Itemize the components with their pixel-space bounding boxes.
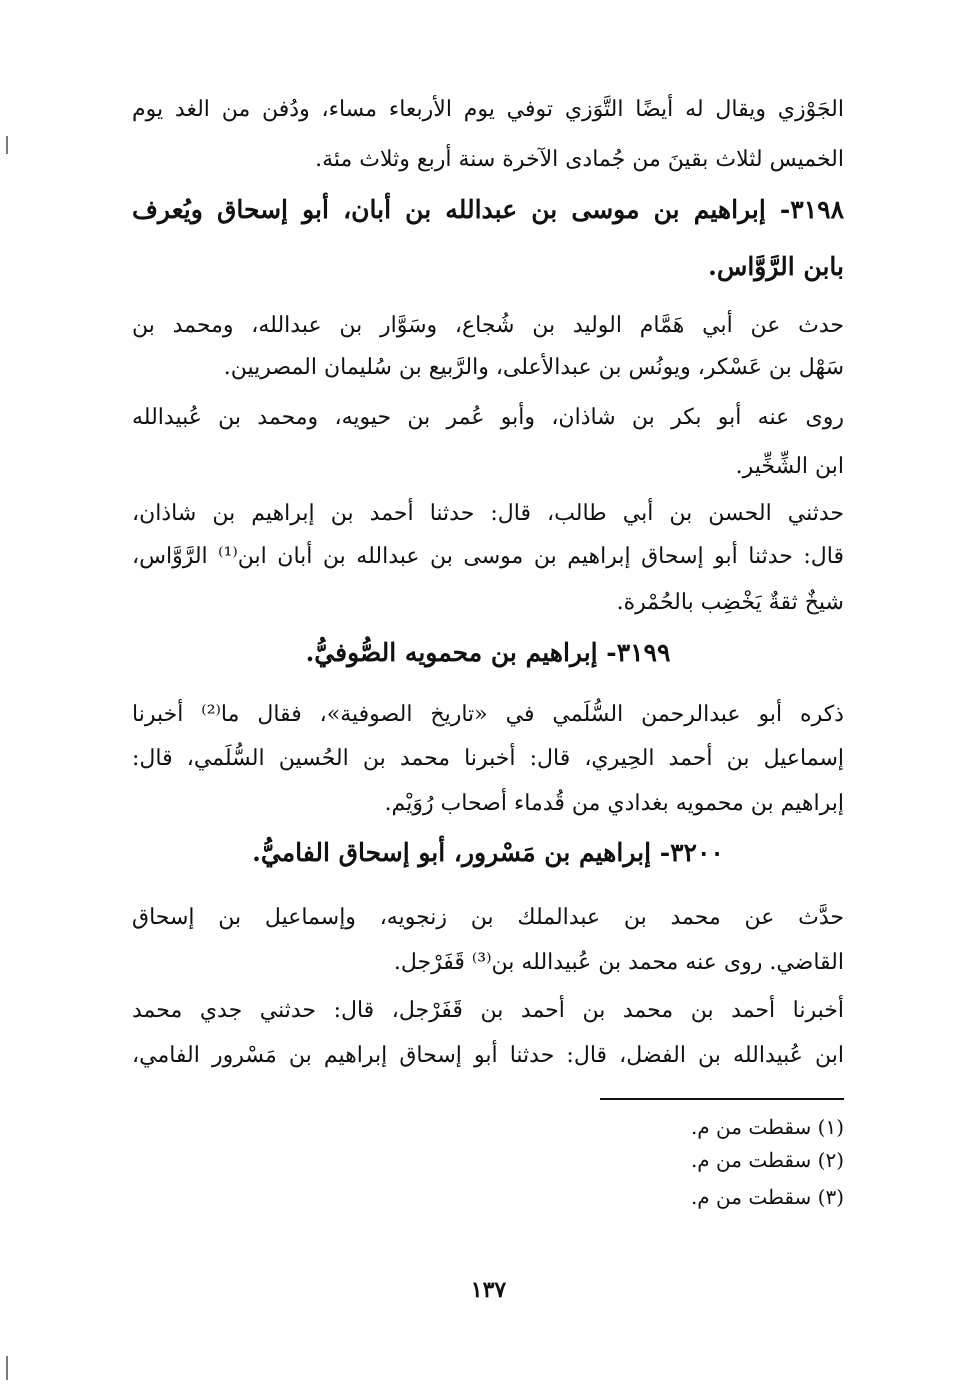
footnote-3: (٣) سقطت من م. bbox=[690, 1185, 844, 1209]
text-line: شيخٌ ثقةٌ يَخْضِب بالحُمْرة. bbox=[616, 590, 844, 615]
scan-margin-mark bbox=[6, 1356, 8, 1380]
footnote-1: (١) سقطت من م. bbox=[690, 1115, 844, 1139]
text-line: أخبرنا أحمد بن محمد بن أحمد بن قَفَرْجل، قال: حدثني جدي محمد bbox=[132, 998, 844, 1023]
text-line: سَهْل بن عَسْكر، ويونُس بن عبدالأعلى، والرَّبيع بن سُليمان المصريين. bbox=[223, 355, 844, 380]
text-line: ذكره أبو عبدالرحمن السُّلَمي في «تاريخ الصوفية»، فقال ما⁽²⁾ أخبرنا bbox=[132, 702, 844, 727]
text-line: إبراهيم بن محمويه بغدادي من قُدماء أصحاب رُوَيْم. bbox=[384, 791, 844, 816]
scan-margin-mark bbox=[6, 136, 8, 154]
text-line: إسماعيل بن أحمد الحِيري، قال: أخبرنا محمد بن الحُسين السُّلَمي، قال: bbox=[132, 746, 844, 771]
text-line: حدثني الحسن بن أبي طالب، قال: حدثنا أحمد بن إبراهيم بن شاذان، bbox=[132, 501, 844, 526]
text-line: الجَوْزي ويقال له أيضًا التَّوَزي توفي يوم الأربعاء مساء، ودُفن من الغد يوم bbox=[132, 97, 844, 122]
text-line: روى عنه أبو بكر بن شاذان، وأبو عُمر بن حيويه، ومحمد بن عُبيدالله bbox=[132, 405, 844, 430]
text-line: حدث عن أبي هَمَّام الوليد بن شُجاع، وسَوَّار بن عبدالله، ومحمد بن bbox=[132, 313, 844, 338]
footnote-2: (٢) سقطت من م. bbox=[690, 1148, 844, 1172]
text-line: حدَّث عن محمد بن عبدالملك بن زنجويه، وإسماعيل بن إسحاق bbox=[132, 905, 844, 930]
entry-heading-3200: ٣٢٠٠- إبراهيم بن مَسْرور، أبو إسحاق الفاميُّ. bbox=[252, 838, 724, 867]
entry-heading-3199: ٣١٩٩- إبراهيم بن محمويه الصُّوفيُّ. bbox=[305, 638, 671, 667]
text-line: ابن عُبيدالله بن الفضل، قال: حدثنا أبو إسحاق إبراهيم بن مَسْرور الفامي، bbox=[132, 1043, 844, 1068]
text-line: قال: حدثنا أبو إسحاق إبراهيم بن موسى بن عبدالله بن أبان ابن⁽¹⁾ الرَّوَّاس، bbox=[132, 544, 845, 569]
text-line: ابن الشِّخِّير. bbox=[735, 454, 844, 479]
entry-heading-3198: ٣١٩٨- إبراهيم بن موسى بن عبدالله بن أبان، أبو إسحاق ويُعرف bbox=[132, 195, 844, 224]
page-number: ١٣٧ bbox=[470, 1277, 507, 1303]
text-line: الخميس لثلاث بقينَ من جُمادى الآخرة سنة أربع وثلاث مئة. bbox=[315, 147, 844, 172]
entry-heading-3198-cont: بابن الرَّوَّاس. bbox=[708, 252, 844, 281]
footnote-separator bbox=[600, 1098, 844, 1100]
text-line: القاضي. روى عنه محمد بن عُبيدالله بن⁽³⁾ قَفَرْجل. bbox=[393, 950, 844, 975]
